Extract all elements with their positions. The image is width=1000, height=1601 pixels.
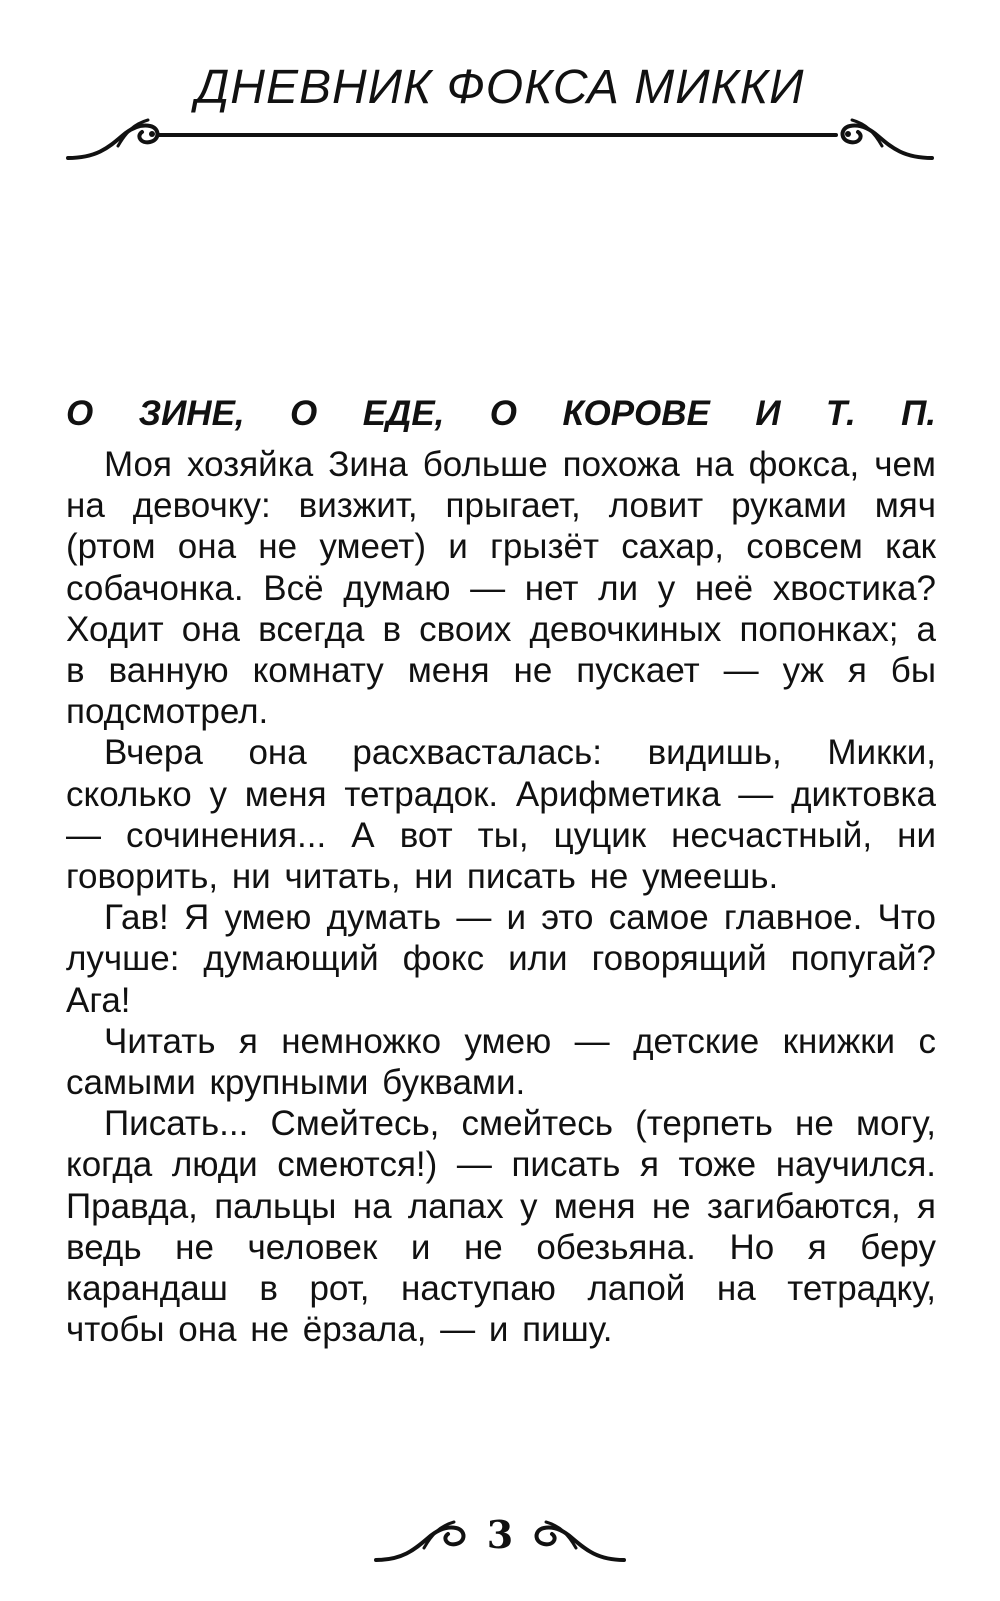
chapter [66,388,936,1350]
paragraph: Читать я немножко умею — детские книжки с самыми крупными буквами. [66,1021,936,1103]
paragraph: Моя хозяйка Зина больше похожа на фокса, чем на девочку: визжит, прыгает, ловит руками мяч (ртом она не умеет) и грызёт сахар, совсем как собачонка. Всё думаю — нет ли у неё хвостика? Ходит она всегда в своих девочкиных попонках; а в ванную комнату меня не пускает — уж я бы подсмотрел. [66,445,936,732]
flourish-right-icon [843,120,933,158]
paragraph: Вчера она расхвасталась: видишь, Микки, сколько у меня тетрадок. Арифметика — диктовка — сочинения... А вот ты, цуцик несчастный, ни говорить, ни читать, ни писать не умеешь. [66,733,936,897]
chapter-title: О ЗИНЕ, О ЕДЕ, О КОРОВЕ И Т. П. [66,394,936,433]
paragraph: Гав! Я умею думать — и это самое главное. Что лучше: думающий фокс или говорящий попугай? Ага! [66,898,936,1020]
paragraph: Писать... Смейтесь, смейтесь (терпеть не могу, когда люди смеются!) — писать я тоже научился. Правда, пальцы на лапах у меня не загибаются, я ведь не человек и не обезьяна. Но я беру карандаш в рот, наступаю лапой на тетрадку, чтобы она не ёрзала, — и пишу. [66,1104,936,1350]
page-number: 3 [486,1512,514,1557]
flourish-left-icon [68,120,158,158]
header-ornament [68,120,932,158]
running-title: ДНЕВНИК ФОКСА МИККИ [195,61,805,114]
